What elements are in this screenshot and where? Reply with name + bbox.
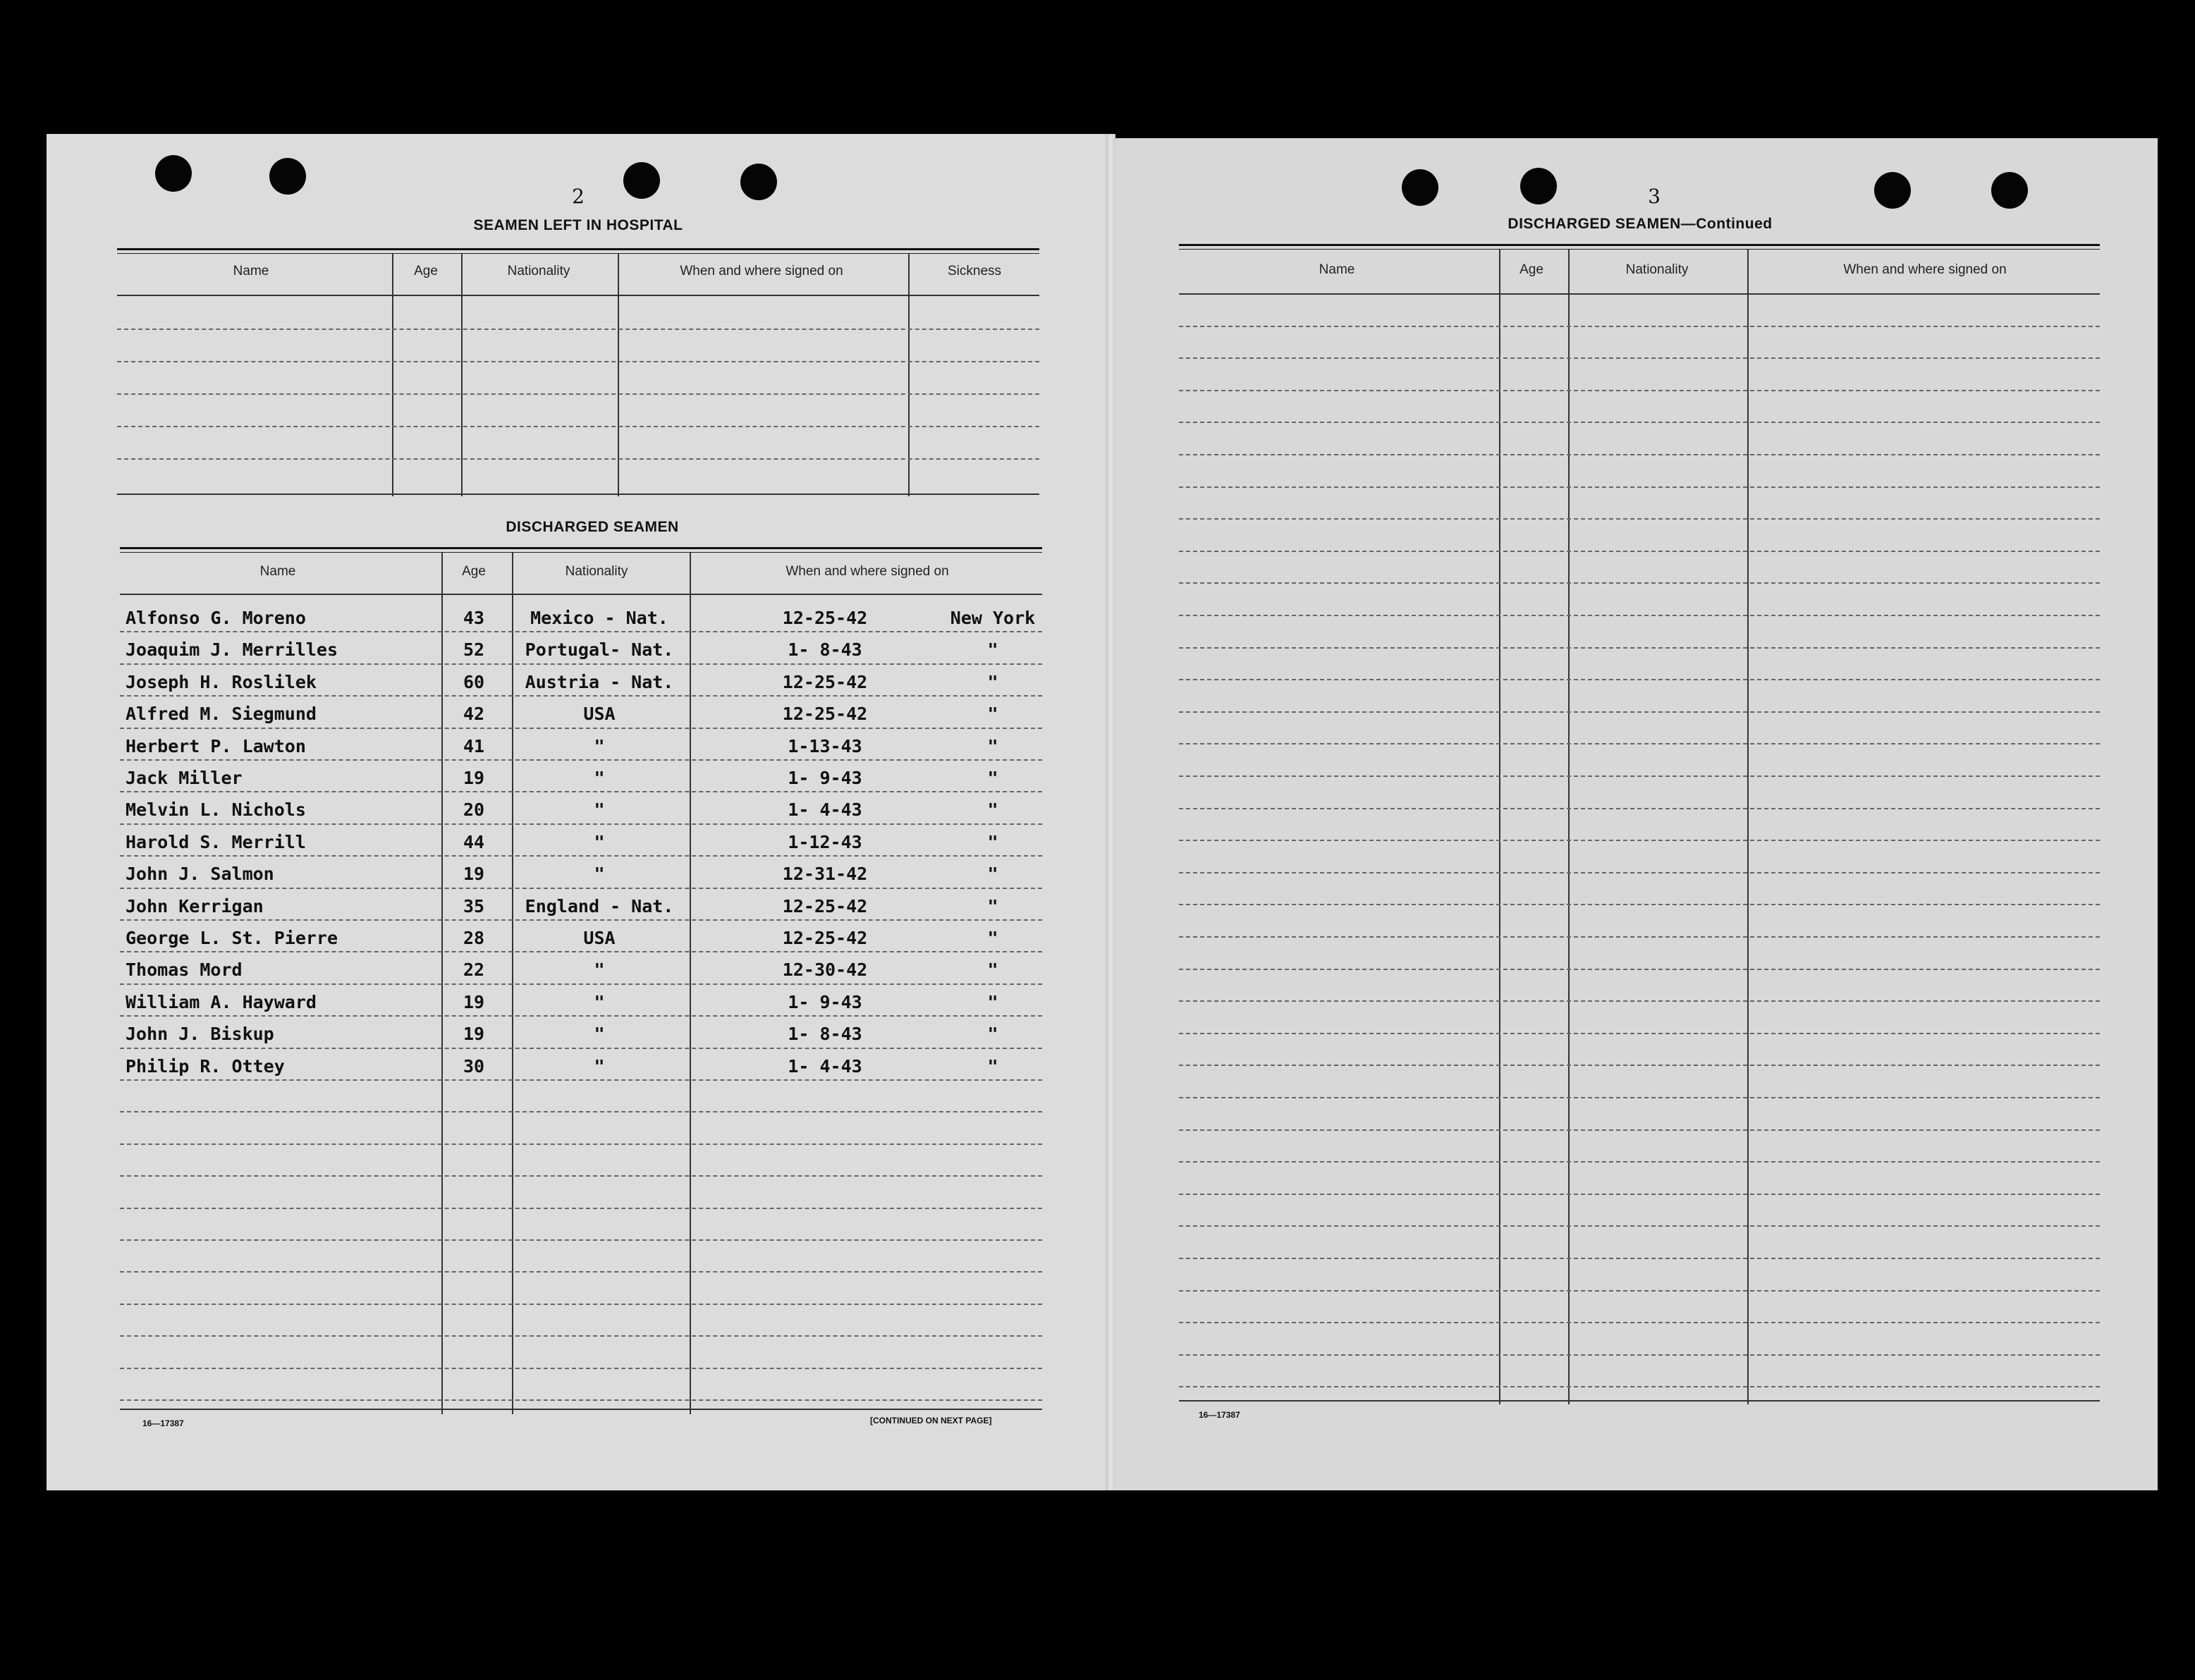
signed-on-date: 1- 8-43	[788, 639, 862, 660]
column-header: Name	[1319, 262, 1355, 277]
discharged-table	[120, 547, 1042, 1414]
signed-on-date: 12-25-42	[782, 928, 868, 948]
signed-on-place: "	[987, 1024, 998, 1044]
table-row	[120, 928, 1042, 959]
column-header: Name	[259, 564, 296, 579]
table-row	[120, 608, 1042, 639]
seaman-name: John J. Biskup	[126, 1024, 274, 1044]
seaman-nationality: England - Nat.	[525, 896, 674, 916]
seaman-age: 35	[463, 896, 485, 916]
seaman-name: William A. Hayward	[126, 992, 317, 1012]
column-header: Age	[414, 264, 438, 278]
page-fold	[1106, 134, 1115, 1490]
hospital-table	[117, 247, 1039, 496]
seaman-nationality: "	[594, 959, 605, 980]
signed-on-date: 12-30-42	[782, 959, 868, 980]
seaman-name: Harold S. Merrill	[126, 832, 306, 852]
seaman-nationality: Austria - Nat.	[525, 672, 674, 692]
seaman-name: Philip R. Ottey	[126, 1056, 285, 1077]
column-header: When and where signed on	[680, 264, 843, 278]
signed-on-date: 1-12-43	[788, 832, 862, 852]
seaman-age: 52	[463, 639, 485, 660]
column-header: Age	[462, 564, 486, 579]
seaman-name: Joseph H. Roslilek	[126, 672, 317, 692]
signed-on-date: 12-25-42	[782, 672, 868, 692]
seaman-name: John Kerrigan	[126, 896, 264, 916]
column-header: Age	[1520, 262, 1543, 277]
seaman-name: John J. Salmon	[126, 864, 274, 884]
column-header: Name	[233, 264, 269, 278]
signed-on-date: 1- 4-43	[788, 799, 862, 820]
signed-on-place: "	[987, 832, 998, 852]
signed-on-date: 12-25-42	[782, 704, 868, 724]
seaman-age: 19	[463, 768, 485, 788]
signed-on-date: 1- 9-43	[788, 768, 862, 788]
hospital-section-title: SEAMEN LEFT IN HOSPITAL	[473, 217, 683, 233]
seaman-age: 41	[463, 736, 485, 756]
seaman-name: Alfonso G. Moreno	[126, 608, 306, 628]
signed-on-date: 12-31-42	[782, 864, 868, 884]
seaman-age: 22	[463, 959, 485, 980]
seaman-nationality: USA	[583, 704, 616, 724]
seaman-name: Jack Miller	[126, 768, 243, 788]
punch-hole	[1520, 168, 1557, 204]
column-header: Sickness	[947, 264, 1002, 278]
signed-on-date: 1- 9-43	[788, 992, 862, 1012]
seaman-name: Alfred M. Siegmund	[126, 704, 317, 724]
seaman-age: 19	[463, 1024, 485, 1044]
seaman-nationality: "	[594, 1024, 605, 1044]
seaman-age: 44	[463, 832, 485, 852]
signed-on-place: "	[987, 799, 998, 820]
seaman-nationality: "	[594, 864, 605, 884]
signed-on-date: 12-25-42	[782, 896, 868, 916]
seaman-name: George L. St. Pierre	[126, 928, 338, 948]
seaman-nationality: Portugal- Nat.	[525, 639, 674, 660]
page-number: 3	[1648, 185, 1661, 208]
punch-hole	[623, 162, 660, 199]
table-row	[120, 864, 1042, 895]
seaman-name: Thomas Mord	[126, 959, 243, 980]
seaman-age: 28	[463, 928, 485, 948]
column-header: When and where signed on	[785, 564, 949, 579]
seaman-nationality: "	[594, 992, 605, 1012]
punch-hole	[155, 155, 192, 192]
seaman-nationality: Mexico - Nat.	[530, 608, 668, 628]
table-row	[120, 736, 1042, 768]
table-row	[120, 992, 1042, 1024]
signed-on-place: "	[987, 928, 998, 948]
seaman-age: 30	[463, 1056, 485, 1077]
signed-on-place: "	[987, 639, 998, 660]
column-header: When and where signed on	[1843, 262, 2007, 277]
signed-on-place: "	[987, 959, 998, 980]
seaman-nationality: "	[594, 832, 605, 852]
table-row	[120, 704, 1042, 735]
discharged-section-title: DISCHARGED SEAMEN	[506, 519, 679, 535]
signed-on-date: 1-13-43	[788, 736, 862, 756]
table-row	[120, 1056, 1042, 1088]
column-header: Nationality	[565, 564, 628, 579]
form-number: 16—17387	[142, 1418, 184, 1428]
punch-hole	[1874, 172, 1911, 209]
column-header: Nationality	[1625, 262, 1689, 277]
signed-on-place: "	[987, 992, 998, 1012]
signed-on-place: "	[987, 896, 998, 916]
table-row	[120, 959, 1042, 991]
table-row	[120, 896, 1042, 928]
signed-on-place: "	[987, 1056, 998, 1077]
seaman-age: 19	[463, 992, 485, 1012]
form-number: 16—17387	[1199, 1410, 1240, 1420]
signed-on-date: 12-25-42	[782, 608, 868, 628]
punch-hole	[269, 158, 306, 195]
page-number: 2	[572, 185, 585, 208]
punch-hole	[740, 164, 777, 200]
signed-on-place: "	[987, 672, 998, 692]
continued-table	[1179, 244, 2100, 1404]
table-row	[120, 672, 1042, 704]
table-row	[120, 1024, 1042, 1055]
seaman-age: 42	[463, 704, 485, 724]
continued-note: [CONTINUED ON NEXT PAGE]	[870, 1416, 992, 1425]
discharged-continued-title: DISCHARGED SEAMEN—Continued	[1508, 216, 1773, 232]
signed-on-place: "	[987, 736, 998, 756]
seaman-name: Joaquim J. Merrilles	[126, 639, 338, 660]
seaman-age: 19	[463, 864, 485, 884]
signed-on-place: "	[987, 864, 998, 884]
seaman-nationality: "	[594, 1056, 605, 1077]
table-row	[120, 832, 1042, 864]
seaman-nationality: "	[594, 799, 605, 820]
seaman-nationality: "	[594, 736, 605, 756]
table-row	[120, 799, 1042, 831]
signed-on-date: 1- 4-43	[788, 1056, 862, 1077]
column-header: Nationality	[507, 264, 570, 278]
seaman-nationality: USA	[583, 928, 616, 948]
seaman-name: Melvin L. Nichols	[126, 799, 306, 820]
seaman-nationality: "	[594, 768, 605, 788]
seaman-age: 43	[463, 608, 485, 628]
seaman-age: 20	[463, 799, 485, 820]
seaman-age: 60	[463, 672, 485, 692]
signed-on-place: New York	[950, 608, 1036, 628]
signed-on-place: "	[987, 768, 998, 788]
signed-on-date: 1- 8-43	[788, 1024, 862, 1044]
table-row	[120, 768, 1042, 799]
table-row	[120, 639, 1042, 671]
seaman-name: Herbert P. Lawton	[126, 736, 306, 756]
signed-on-place: "	[987, 704, 998, 724]
punch-hole	[1991, 172, 2028, 209]
punch-hole	[1402, 169, 1438, 206]
